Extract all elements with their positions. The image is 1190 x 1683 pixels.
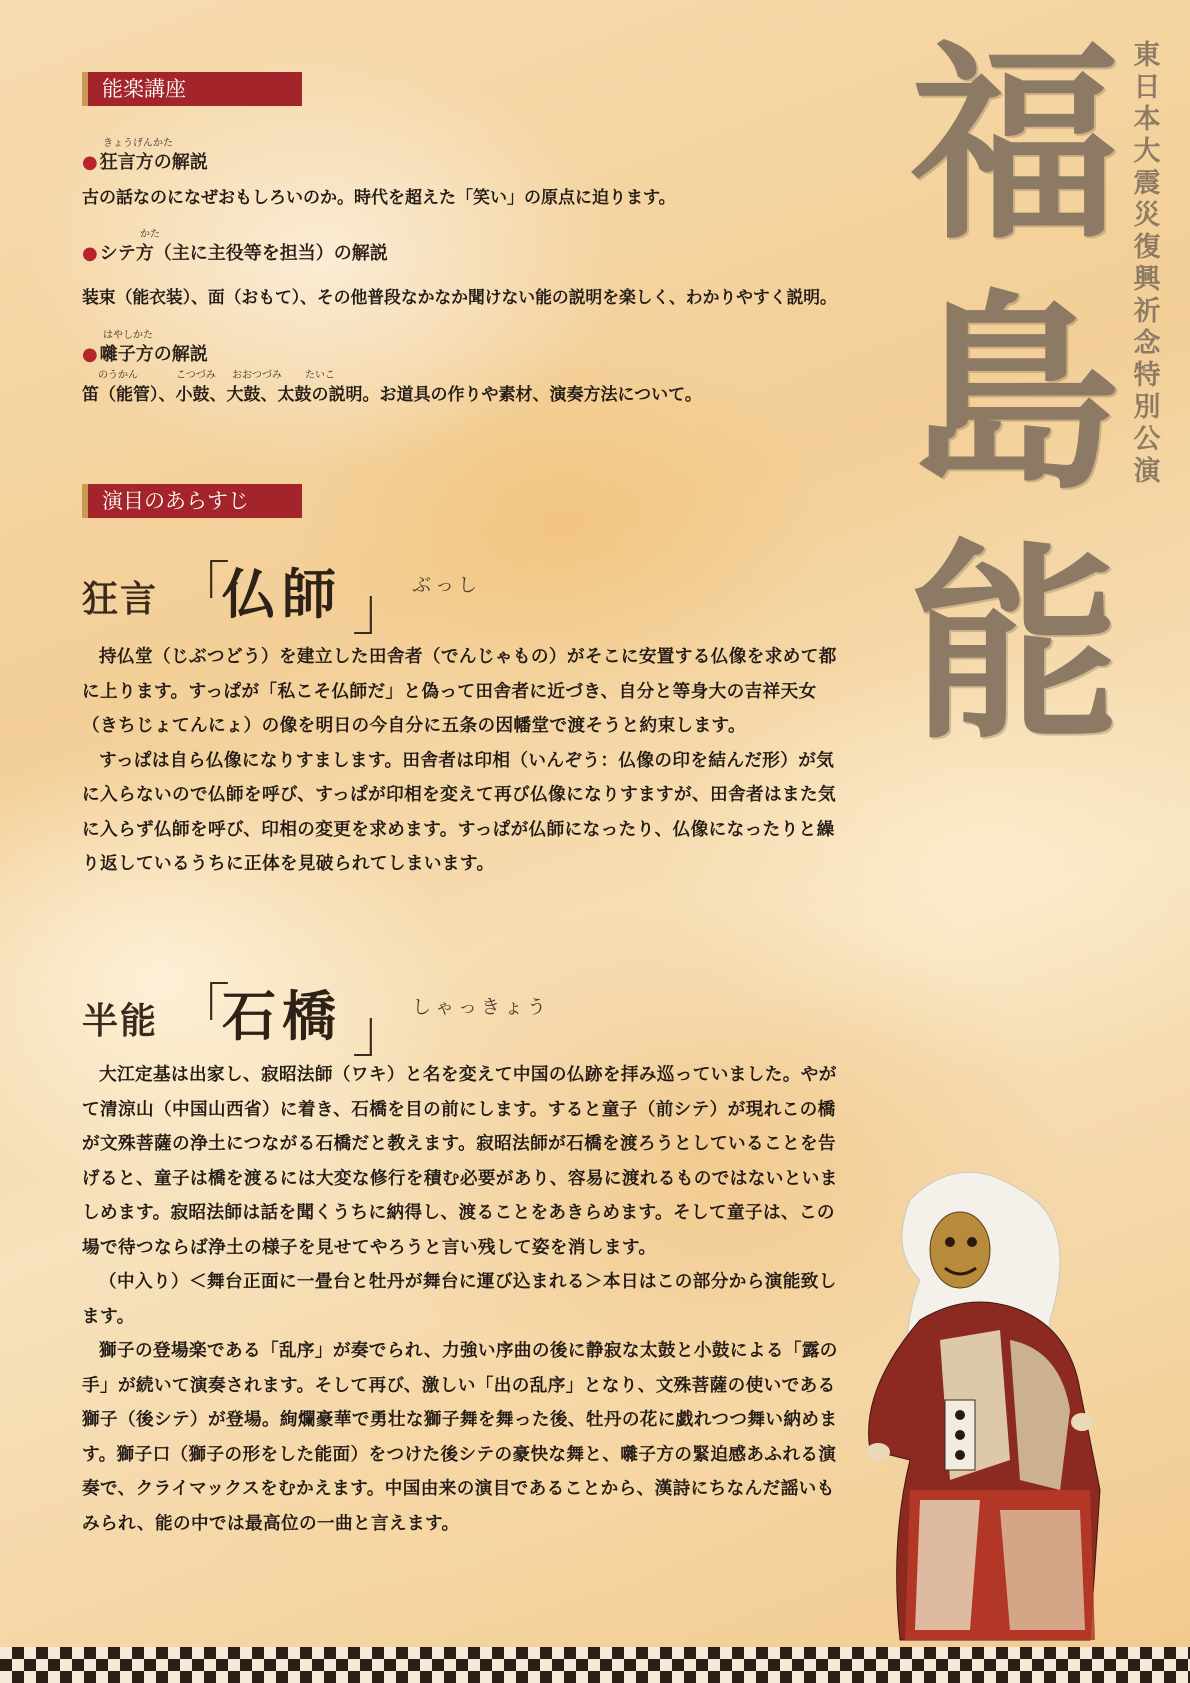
vertical-title: [1130, 40, 1164, 488]
big-title-char-2: 島: [909, 271, 1120, 518]
checkered-border: [0, 1647, 1190, 1683]
play-1-close-bracket: 」: [352, 575, 411, 643]
lecture-section-label: 能楽講座: [82, 72, 302, 106]
play-1-title: [82, 548, 582, 643]
play-2-paragraph-1: 大江定基は出家し、寂昭法師（ワキ）と名を変えて中国の仏跡を拝み巡っていました。やがて清涼山（中国山西省）に着き、石橋を目の前にします。すると童子（前シテ）が現れこの橋が文殊菩薩の浄土につながる石橋だと教えます。寂昭法師が石橋を渡ろうとしていることを告げると、童子は橋を渡るには大変な修行を積む必要があり、容易に渡れるものではないといましめます。寂昭法師は話を聞くうちに納得し、渡ることをあきらめます。そして童子は、この場で待つならば浄土の様子を見せてやろうと言い残して姿を消します。: [82, 1064, 838, 1258]
lecture-item-2-body: 装束（能衣装）、面（おもて）、その他普段なかなか聞けない能の説明を楽しく、わかりやすく説明。: [82, 287, 837, 307]
play-2-paragraph-3: 獅子の登場楽である「乱序」が奏でられ、力強い序曲の後に静寂な太鼓と小鼓による「露の手」が続いて演奏されます。そして再び、激しい「出の乱序」となり、文殊菩薩の使いである獅子（後シテ）が登場。絢爛豪華で勇壮な獅子舞を舞った後、牡丹の花に戯れつつ舞い納めます。獅子口（獅子の形をした能面）をつけた後シテの豪快な舞と、囃子方の緊迫感あふれる演奏で、クライマックスをむかえます。中国由来の演目であることから、漢詩にちなんだ謡いもみられ、能の中では最高位の一曲と言えます。: [82, 1340, 838, 1534]
synopsis-section-label: 演目のあらすじ: [82, 484, 302, 518]
play-2-story: [82, 1058, 852, 1541]
lecture-item-1-body: 古の話なのになぜおもしろいのか。時代を超えた「笑い」の原点に迫ります。: [82, 188, 676, 208]
lecture-item-1-heading: [82, 148, 208, 174]
play-2-prefix: 半能: [82, 1000, 159, 1042]
lecture-item-3-body: 笛（能管）、小鼓、大鼓、太鼓の説明。お道具の作りや素材、演奏方法について。: [82, 385, 702, 405]
play-2-reading: しゃっきょう: [412, 996, 551, 1018]
vertical-title-text: 東日本大震災復興祈念特別公演: [1133, 40, 1161, 487]
lecture-item-3-heading: [82, 340, 208, 366]
lecture-item-3-body-ruby-3: おおつづみ: [232, 370, 282, 381]
lecture-item-2-heading: [82, 239, 388, 265]
lecture-item-3-ruby: はやしかた: [103, 330, 153, 341]
play-1-paragraph-1: 持仏堂（じぶつどう）を建立した田舎者（でんじゃもの）がそこに安置する仏像を求めて都に上ります。すっぱが「私こそ仏師だ」と偽って田舎者に近づき、自分と等身大の吉祥天女（きちじょてんにょ）の像を明日の今自分に五条の因幡堂で渡そうと約束します。: [82, 646, 837, 736]
bullet-icon: ●: [82, 243, 98, 264]
lecture-item-1-ruby: きょうげんかた: [103, 138, 173, 149]
play-1-story: [82, 640, 852, 882]
play-2-close-bracket: 」: [352, 997, 411, 1065]
play-1-name: 仏師: [222, 562, 342, 626]
play-1-reading: ぶっし: [412, 574, 482, 596]
play-2-open-bracket: 「: [172, 977, 231, 1045]
lecture-item-2-ruby: かた: [140, 229, 160, 240]
play-2-name: 石橋: [222, 984, 342, 1048]
lecture-item-3-body-ruby-4: たいこ: [305, 370, 335, 381]
noh-performer-image: [850, 1160, 1150, 1650]
play-2-paragraph-2: （中入り）＜舞台正面に一畳台と牡丹が舞台に運び込まれる＞本日はこの部分から演能致します。: [82, 1271, 837, 1327]
play-1-prefix: 狂言: [82, 578, 159, 620]
bullet-icon: ●: [82, 344, 98, 365]
big-title-char-1: 福: [909, 21, 1120, 268]
play-1-paragraph-2: すっぱは自ら仏像になりすまします。田舎者は印相（いんぞう：仏像の印を結んだ形）が気に入らないので仏師を呼び、すっぱが印相を変えて再び仏像になりすますが、田舎者はまた気に入らず仏師を呼び、印相の変更を求めます。すっぱが仏師になったり、仏像になったりと繰り返しているうちに正体を見破られてしまいます。: [82, 749, 836, 874]
play-2-title: [82, 970, 642, 1065]
lecture-item-1-heading-text: 狂言方の解説: [99, 152, 208, 173]
lecture-item-2-heading-text: シテ方（主に主役等を担当）の解説: [99, 243, 388, 264]
lecture-item-3-body-ruby-1: のうかん: [98, 370, 138, 381]
play-1-open-bracket: 「: [172, 555, 231, 623]
lecture-item-3-heading-text: 囃子方の解説: [99, 344, 208, 365]
lecture-item-3-body-ruby-2: こつづみ: [176, 370, 216, 381]
bullet-icon: ●: [82, 152, 98, 173]
big-title-char-3: 能: [909, 521, 1120, 768]
